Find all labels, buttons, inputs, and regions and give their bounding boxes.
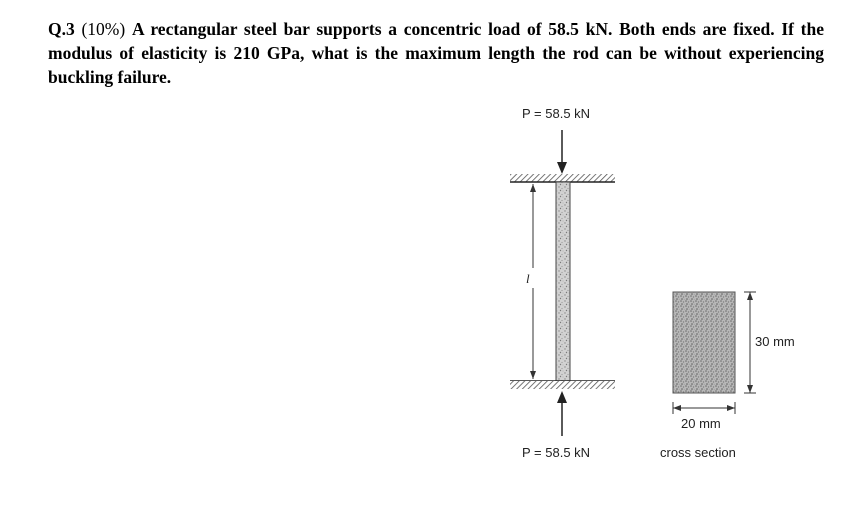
cross-section-label: cross section (660, 445, 736, 460)
width-dimension (673, 402, 735, 414)
question-body: A rectangular steel bar supports a concentric load of 58.5 kN. Both ends are fixed. If the modulus of elasticity is 210 GPa, what is the maximum length the rod can be without experiencing buckling failure. (48, 19, 825, 87)
fixed-support-bottom (510, 381, 615, 389)
width-dim-label: 20 mm (681, 416, 721, 431)
fixed-support-top (510, 174, 615, 182)
cross-section-rect (673, 292, 735, 393)
height-dim-label: 30 mm (755, 334, 795, 349)
load-arrow-top (557, 130, 567, 174)
steel-bar (556, 182, 570, 381)
question-number: Q.3 (48, 19, 75, 39)
load-arrow-bottom (557, 391, 567, 436)
load-bottom-label: P = 58.5 kN (522, 445, 591, 460)
question-weight: (10%) (81, 19, 126, 39)
load-top-label: P = 58.5 kN (522, 106, 591, 121)
length-label: l (526, 271, 530, 286)
